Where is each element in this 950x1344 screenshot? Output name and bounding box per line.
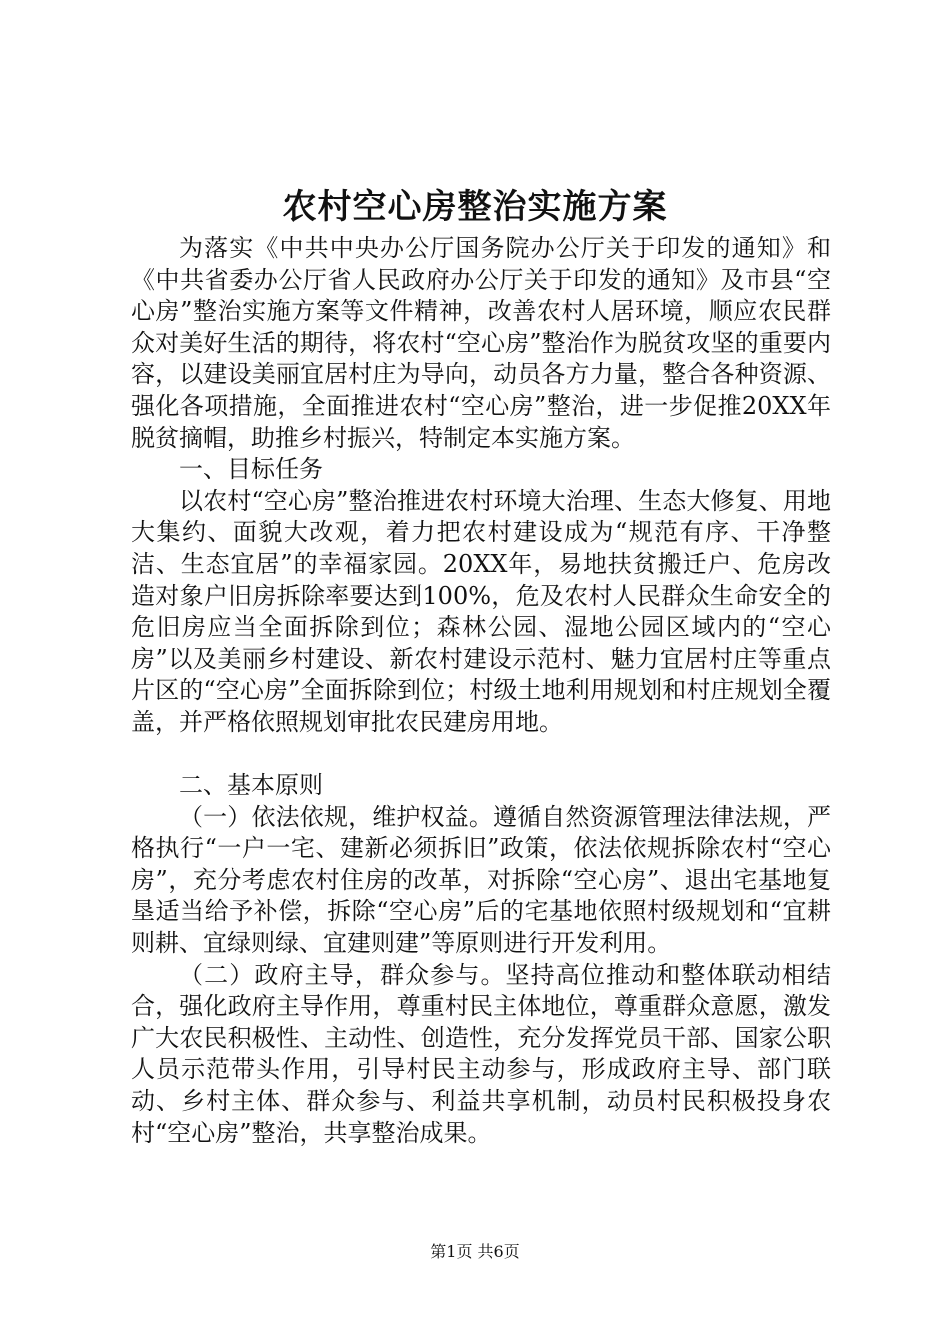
intro-paragraph: 为落实《中共中央办公厅国务院办公厅关于印发的通知》和《中共省委办公厅省人民政府办公厅关于印发的通知》及市县“空心房”整治实施方案等文件精神，改善农村人居环境，顺应农民群众对美好生活的期待，将农村“空心房”整治作为脱贫攻坚的重要内容，以建设美丽宜居村庄为导向，动员各方力量，整合各种资源、强化各项措施，全面推进农村“空心房”整治，进一步促推20XX年脱贫摘帽，助推乡村振兴，特制定本实施方案。 <box>131 234 831 452</box>
document-body <box>131 233 831 1149</box>
principle-paragraph-1: （一）依法依规，维护权益。遵循自然资源管理法律法规，严格执行“一户一宅、建新必须拆旧”政策，依法依规拆除农村“空心房”，充分考虑农村住房的改革，对拆除“空心房”、退出宅基地复垦适当给予补偿，拆除“空心房”后的宅基地依照村级规划和“宜耕则耕、宜绿则绿、宜建则建”等原则进行开发利用。 <box>131 802 831 958</box>
goals-paragraph: 以农村“空心房”整治推进农村环境大治理、生态大修复、用地大集约、面貌大改观，着力把农村建设成为“规范有序、干净整洁、生态宜居”的幸福家园。20XX年，易地扶贫搬迁户、危房改造对象户旧房拆除率要达到100%，危及农村人民群众生命安全的危旧房应当全面拆除到位；森林公园、湿地公园区域内的“空心房”以及美丽乡村建设、新农村建设示范村、魅力宜居村庄等重点片区的“空心房”全面拆除到位；村级土地利用规划和村庄规划全覆盖，并严格依照规划审批农民建房用地。 <box>131 486 831 736</box>
page-footer: 第1页 共6页 <box>430 1242 520 1261</box>
section-heading-goals: 一、目标任务 <box>179 455 323 484</box>
document-title: 农村空心房整治实施方案 <box>282 187 668 227</box>
principle-paragraph-2: （二）政府主导，群众参与。坚持高位推动和整体联动相结合，强化政府主导作用，尊重村民主体地位，尊重群众意愿，激发广大农民积极性、主动性、创造性，充分发挥党员干部、国家公职人员示范带头作用，引导村民主动参与，形成政府主导、部门联动、乡村主体、群众参与、利益共享机制，动员村民积极投身农村“空心房”整治，共享整治成果。 <box>131 960 831 1147</box>
paragraph-spacer <box>131 739 831 771</box>
section-heading-principles: 二、基本原则 <box>179 771 323 800</box>
